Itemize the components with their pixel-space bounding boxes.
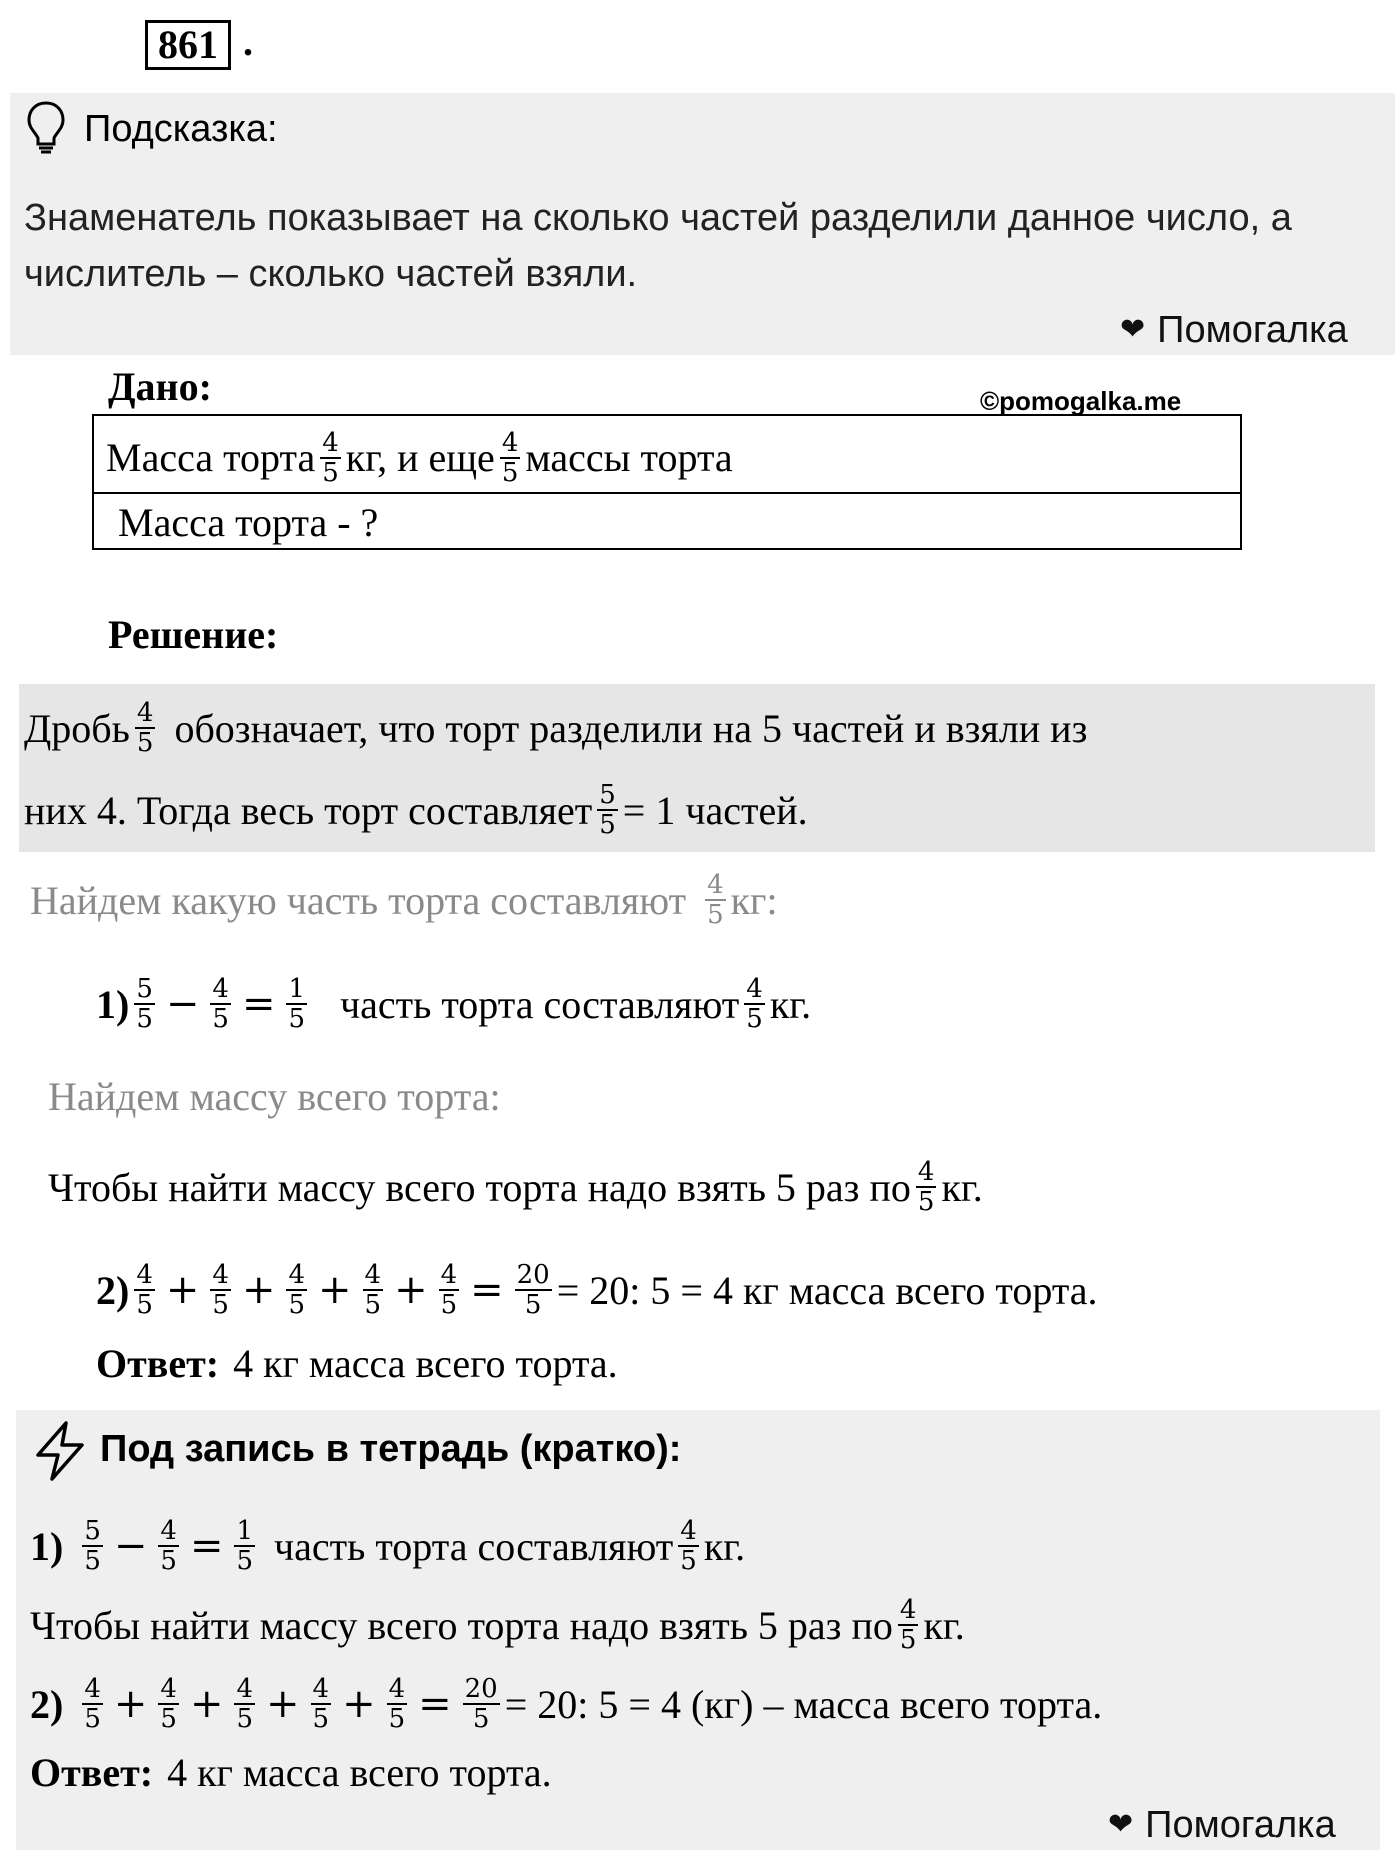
hint-brand	[1120, 305, 1348, 355]
table-divider	[92, 492, 1242, 494]
explanation-line-1: Дробь $\frac{4}{5}$ обозначает, что торт разделили на 5 частей и взяли из	[24, 698, 1088, 758]
hint-title: Подсказка:	[84, 108, 278, 150]
fraction: $\frac{4}{5}$	[501, 428, 519, 488]
watermark: ©pomogalka.me	[980, 386, 1182, 416]
problem-number-dot: .	[243, 19, 253, 64]
notebook-explain: Чтобы найти массу всего торта надо взять 5 раз по $\frac{4}{5}$ кг.	[30, 1595, 965, 1655]
lightbulb-icon	[26, 100, 66, 156]
problem-number: 861	[145, 20, 231, 70]
notebook-brand-label: Помогалка	[1145, 1804, 1336, 1846]
given-row-2: Масса торта - ?	[118, 500, 379, 545]
fraction: $\frac{4}{5}$	[917, 1157, 935, 1217]
notebook-step-1: 1) $\frac{5}{5}$ − $\frac{4}{5}$ = $\frac{1}{5}$ часть торта составляют $\frac{4}{5}$ кг.	[30, 1516, 746, 1576]
given-title: Дано:	[108, 364, 212, 409]
explanation-line-2: них 4. Тогда весь торт составляет $\frac{5}{5}$ = 1 частей.	[24, 780, 808, 840]
find-mass-line: Найдем массу всего торта:	[48, 1073, 501, 1119]
heart-icon: ❤	[1120, 313, 1146, 346]
given-text-3: массы торта	[525, 435, 733, 480]
notebook-step-2: 2) $\frac{4}{5}$ + $\frac{4}{5}$ + $\frac{4}{5}$ + $\frac{4}{5}$ + $\frac{4}{5}$ = $\frac{20}{5}$ = 20: 5 = 4 (кг) – масса всего торта.	[30, 1674, 1103, 1734]
solution-title: Решение:	[108, 612, 279, 657]
given-text-1: Масса торта	[106, 435, 316, 480]
hint-brand-label: Помогалка	[1157, 309, 1348, 351]
fraction: $\frac{4}{5}$	[707, 870, 724, 930]
lightning-icon	[32, 1420, 88, 1482]
notebook-answer: Ответ: 4 кг масса всего торта.	[30, 1749, 552, 1795]
notebook-title: Под запись в тетрадь (кратко):	[100, 1428, 682, 1470]
notebook-brand	[1108, 1800, 1336, 1850]
answer-line: Ответ: 4 кг масса всего торта.	[96, 1340, 618, 1386]
explain-line: Чтобы найти массу всего торта надо взять 5 раз по $\frac{4}{5}$ кг.	[48, 1157, 983, 1217]
hint-text: Знаменатель показывает на сколько частей разделили данное число, а числитель – сколько частей взяли.	[24, 197, 1292, 295]
step-2: 2) $\frac{4}{5}$ + $\frac{4}{5}$ + $\frac{4}{5}$ + $\frac{4}{5}$ + $\frac{4}{5}$ = $\frac{20}{5}$ = 20: 5 = 4 кг масса всего торта.	[96, 1260, 1098, 1320]
given-row-1	[106, 425, 733, 491]
find-part-line: Найдем какую часть торта составляют $\frac{4}{5}$ кг:	[30, 870, 778, 930]
fraction: $\frac{4}{5}$	[322, 428, 339, 488]
step-1: 1) $\frac{5}{5}$ − $\frac{4}{5}$ = $\frac{1}{5}$ часть торта составляют $\frac{4}{5}$ кг.	[96, 974, 812, 1034]
given-text-2: кг, и еще	[345, 435, 495, 480]
heart-icon: ❤	[1108, 1808, 1134, 1841]
fraction: $\frac{5}{5}$	[599, 780, 616, 840]
fraction: $\frac{4}{5}$	[136, 698, 154, 758]
